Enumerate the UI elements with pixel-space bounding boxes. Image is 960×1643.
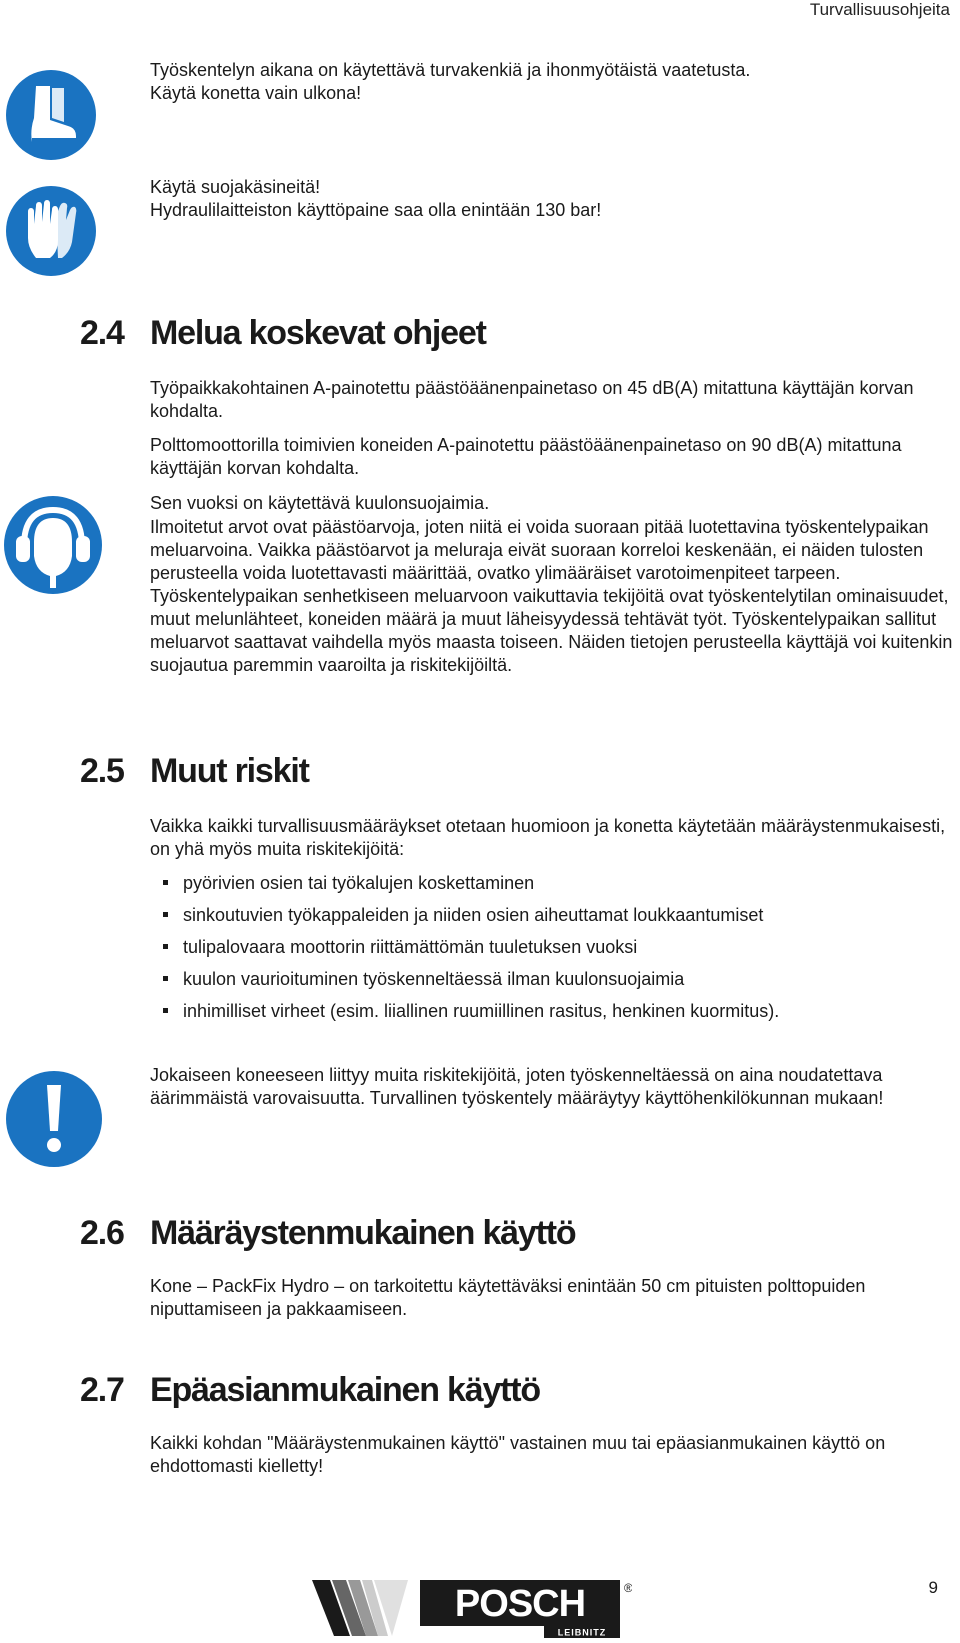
- list-item: pyörivien osien tai työkalujen koskettaminen: [150, 872, 960, 904]
- list-item: kuulon vaurioituminen työskenneltäessä ilman kuulonsuojaimia: [150, 968, 960, 1000]
- bullet-icon: [163, 880, 168, 885]
- bullet-icon: [163, 1008, 168, 1013]
- posch-logo: [312, 1578, 632, 1643]
- list-item: inhimilliset virheet (esim. liiallinen ruumiillinen rasitus, henkinen kuormitus).: [150, 1000, 960, 1032]
- hearing-protection-icon: [4, 496, 102, 594]
- bullet-icon: [163, 976, 168, 981]
- noise-paragraph-4: Ilmoitetut arvot ovat päästöarvoja, joten niitä ei voida suoraan pitää luotettavina työskentelypaikan meluarvoina. Vaikka päästöarvot ja meluraja eivät suoraan korreloi keskenään, ei näiden tulosten perusteella voida luotettavasti määrittää, ovatko ylimääräiset varotoimenpiteet tarpeen. Työskentelypaikan senhetkiseen meluarvoon vaikuttavia tekijöitä ovat työskentelytilan ominaisuudet, muut melunlähteet, koneiden määrä ja muut läheisyydessä tehtävät työt. Työskentelypaikan sallitut meluarvot saattavat vaihdella myös maasta toiseen. Näiden tietojen perusteella käyttäjä voi kuitenkin suojautua paremmin vaaroilta ja riskitekijöiltä.: [150, 517, 953, 675]
- page-number: 9: [928, 1578, 938, 1597]
- list-item: sinkoutuvien työkappaleiden ja niiden osien aiheuttamat loukkaantumiset: [150, 904, 960, 936]
- section-number: 2.5: [80, 752, 124, 790]
- bullet-icon: [163, 912, 168, 917]
- logo-subtitle: LEIBNITZ: [557, 1627, 607, 1638]
- risks-warning: Jokaiseen koneeseen liittyy muita riskitekijöitä, joten työskenneltäessä on aina noudatettava äärimmäistä varovaisuutta. Turvallinen työskentely määräytyy käyttöhenkilökunnan mukaan!: [150, 1065, 884, 1108]
- section-title: Epäasianmukainen käyttö: [150, 1371, 540, 1409]
- section-number: 2.6: [80, 1214, 124, 1252]
- section-title: Muut riskit: [150, 752, 309, 790]
- risks-list: [150, 872, 960, 1032]
- risks-intro: Vaikka kaikki turvallisuusmääräykset otetaan huomioon ja konetta käytetään määräystenmukaisesti, on yhä myös muita riskitekijöitä:: [150, 816, 946, 859]
- warning-exclamation-icon: [6, 1071, 102, 1167]
- noise-paragraph-1: Työpaikkakohtainen A-painotettu päästöäänenpainetaso on 45 dB(A) mitattuna käyttäjän korvan kohdalta.: [150, 378, 914, 421]
- gloves-instructions: Käytä suojakäsineitä! Hydraulilaitteiston käyttöpaine saa olla enintään 130 bar!: [150, 177, 602, 220]
- section-title: Melua koskevat ohjeet: [150, 314, 486, 352]
- bullet-icon: [163, 944, 168, 949]
- improper-use-text: Kaikki kohdan "Määräystenmukainen käyttö" vastainen muu tai epäasianmukainen käyttö on ehdottomasti kielletty!: [150, 1433, 886, 1476]
- noise-paragraph-3: Sen vuoksi on käytettävä kuulonsuojaimia.: [150, 493, 490, 513]
- section-number: 2.7: [80, 1371, 124, 1409]
- intended-use-text: Kone – PackFix Hydro – on tarkoitettu käytettäväksi enintään 50 cm pituisten polttopuiden niputtamiseen ja pakkaamiseen.: [150, 1276, 866, 1319]
- safety-boots-icon: [6, 70, 96, 160]
- section-title: Määräystenmukainen käyttö: [150, 1214, 576, 1252]
- section-heading-2-5: [80, 752, 309, 791]
- logo-wordmark: POSCH: [454, 1583, 586, 1625]
- running-header: Turvallisuusohjeita: [809, 0, 950, 19]
- section-number: 2.4: [80, 314, 124, 352]
- section-heading-2-4: [80, 314, 486, 353]
- list-item: tulipalovaara moottorin riittämättömän tuuletuksen vuoksi: [150, 936, 960, 968]
- logo-registered-mark: ®: [624, 1581, 632, 1595]
- section-heading-2-6: [80, 1214, 575, 1253]
- noise-paragraph-2: Polttomoottorilla toimivien koneiden A-painotettu päästöäänenpainetaso on 90 dB(A) mitattuna käyttäjän korvan kohdalta.: [150, 435, 902, 478]
- safety-gloves-icon: [6, 186, 96, 276]
- boots-instructions: Työskentelyn aikana on käytettävä turvakenkiä ja ihonmyötäistä vaatetusta. Käytä konetta vain ulkona!: [150, 60, 751, 103]
- section-heading-2-7: [80, 1371, 540, 1410]
